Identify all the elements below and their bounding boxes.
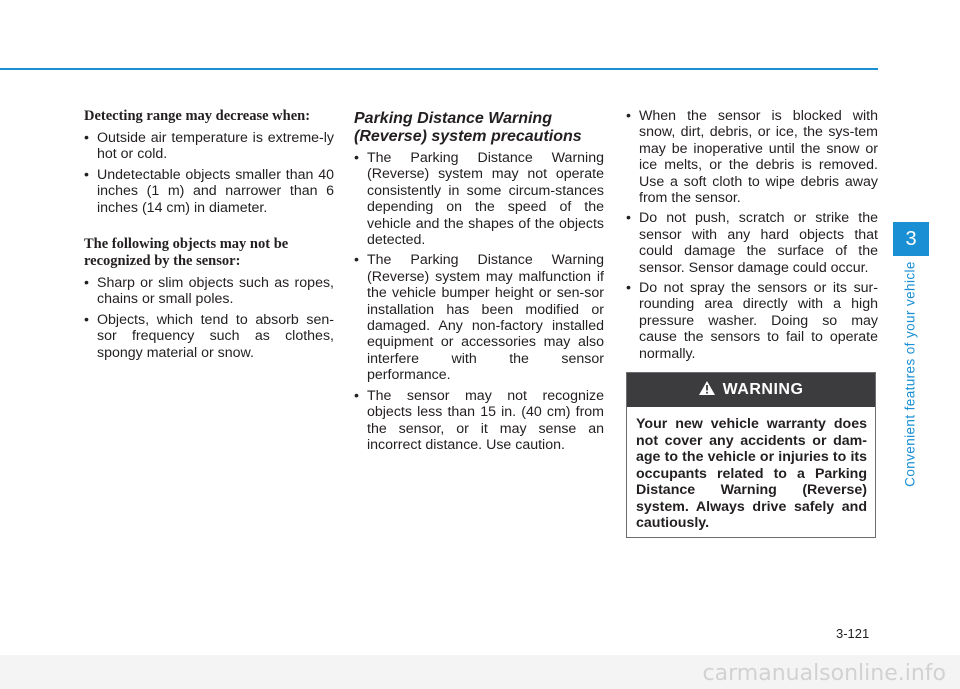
warning-text: Your new vehicle warranty does not cover any accidents or dam-age to the vehicle or injuries to its occupants related to a Parking Distance Warning (Reverse) system. Always drive safely and cautiously.	[636, 416, 867, 531]
detecting-range-heading: Detecting range may decrease when:	[84, 108, 311, 124]
unrecognized-objects-heading: The following objects may not be recognized by the sensor:	[84, 236, 289, 270]
column-1	[84, 108, 334, 365]
page-number: 3-121	[836, 626, 870, 641]
list-item: • Sharp or slim objects such as ropes, chains or small poles.	[84, 275, 334, 308]
unrecognized-objects-list	[84, 275, 334, 361]
column-2	[354, 108, 604, 457]
sensor-care-list	[626, 108, 878, 362]
list-item: • Outside air temperature is extreme-ly hot or cold.	[84, 130, 334, 163]
chapter-title: Convenient features of your vehicle	[902, 261, 918, 487]
list-item: • When the sensor is blocked with snow, dirt, debris, or ice, the sys-tem may be inoperative until the snow or ice melts, or the debris is removed. Use a soft cloth to wipe debris away from the sensor.	[626, 108, 878, 206]
detecting-range-list	[84, 130, 334, 216]
warning-triangle-icon	[699, 381, 715, 400]
precautions-list	[354, 150, 604, 453]
list-item: • The sensor may not recognize objects less than 15 in. (40 cm) from the sensor, or it may sense an incorrect distance. Use caution.	[354, 388, 604, 454]
list-item: • Do not spray the sensors or its sur-rounding area directly with a high pressure washer. Doing so may cause the sensors to fail to operate normally.	[626, 280, 878, 362]
list-item: • The Parking Distance Warning (Reverse) system may not operate consistently in some circum-stances depending on the speed of the vehicle and the shapes of the objects detected.	[354, 150, 604, 248]
header-rule	[0, 68, 878, 70]
warning-box	[626, 372, 876, 538]
watermark: carmanualsonline.info	[702, 661, 946, 686]
list-item: • Undetectable objects smaller than 40 inches (1 m) and narrower than 6 inches (14 cm) in diameter.	[84, 167, 334, 216]
chapter-tab: 3	[893, 222, 929, 256]
section-title: Parking Distance Warning (Reverse) system precautions	[354, 110, 582, 145]
warning-header	[627, 373, 875, 407]
list-item: • The Parking Distance Warning (Reverse) system may malfunction if the vehicle bumper height or sen-sor installation has been modified or damaged. Any non-factory installed equipment or accessories may also interfere with the sensor performance.	[354, 252, 604, 383]
column-3	[626, 108, 878, 366]
warning-label: WARNING	[722, 381, 804, 398]
list-item: • Objects, which tend to absorb sen-sor frequency such as clothes, spongy material or snow.	[84, 312, 334, 361]
list-item: • Do not push, scratch or strike the sensor with any hard objects that could damage the surface of the sensor. Sensor damage could occur.	[626, 210, 878, 276]
